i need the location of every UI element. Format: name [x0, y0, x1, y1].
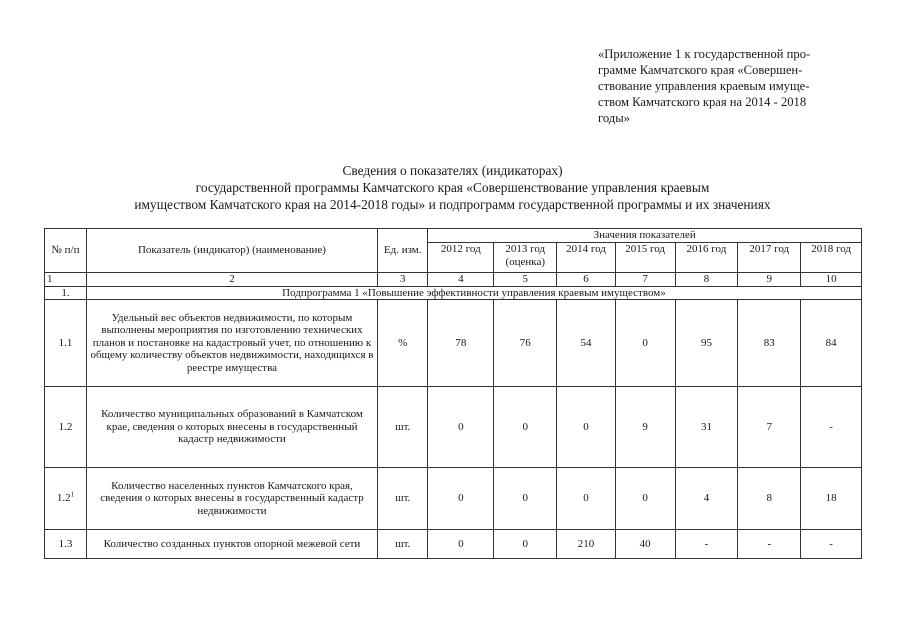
row-value: 0	[428, 530, 494, 559]
col-number: 10	[801, 273, 862, 287]
indicators-table	[44, 228, 862, 559]
row-unit: шт.	[378, 530, 428, 559]
header-year: 2012 год	[428, 243, 494, 273]
table-row	[45, 387, 862, 468]
section-label: Подпрограмма 1 «Повышение эффективности управления краевым имуществом»	[86, 286, 861, 300]
appendix-note: «Приложение 1 к государственной про- грамме Камчатского края «Совершен- ствование управления краевым имуще- ством Камчатского края на 2014 - 2018 годы»	[598, 47, 811, 125]
row-value: 0	[494, 387, 557, 468]
col-number: 2	[86, 273, 377, 287]
col-number: 1	[45, 273, 87, 287]
row-value: 0	[615, 300, 675, 387]
table-row	[45, 530, 862, 559]
header-year: 2014 год	[557, 243, 616, 273]
col-number: 9	[738, 273, 801, 287]
document-title	[40, 162, 865, 213]
row-unit: шт.	[378, 387, 428, 468]
header-values-group: Значения показателей	[428, 229, 862, 243]
row-indicator-name: Количество населенных пунктов Камчатского края, сведения о которых внесены в государственный кадастр недвижимости	[86, 468, 377, 530]
title-line-1: Сведения о показателях (индикаторах)	[342, 163, 563, 178]
row-value: 4	[675, 468, 738, 530]
row-indicator-name: Количество созданных пунктов опорной межевой сети	[86, 530, 377, 559]
row-value: -	[801, 387, 862, 468]
row-value: 78	[428, 300, 494, 387]
title-line-2: государственной программы Камчатского края «Совершенствование управления краевым	[195, 180, 710, 195]
row-value: 0	[428, 387, 494, 468]
row-indicator-name: Удельный вес объектов недвижимости, по которым выполнены мероприятия по изготовлению технических планов и постановке на кадастровый учет, по отношению к общему количеству объектов недвижимости, находящихся в реестре имущества	[86, 300, 377, 387]
row-num: 1.1	[45, 300, 87, 387]
row-unit: шт.	[378, 468, 428, 530]
row-value: 9	[615, 387, 675, 468]
row-value: -	[738, 530, 801, 559]
section-row	[45, 286, 862, 300]
row-value: 31	[675, 387, 738, 468]
header-num: № п/п	[45, 229, 87, 273]
header-indicator: Показатель (индикатор) (наименование)	[86, 229, 377, 273]
header-year: 2018 год	[801, 243, 862, 273]
section-num: 1.	[45, 286, 87, 300]
column-numbers-row	[45, 273, 862, 287]
col-number: 5	[494, 273, 557, 287]
row-value: -	[801, 530, 862, 559]
header-year: 2013 год (оценка)	[494, 243, 557, 273]
row-value: 40	[615, 530, 675, 559]
row-num-superscript: 1	[70, 490, 75, 499]
row-value: 0	[428, 468, 494, 530]
row-value: 8	[738, 468, 801, 530]
row-num	[45, 468, 87, 530]
row-value: -	[675, 530, 738, 559]
row-value: 0	[494, 468, 557, 530]
row-indicator-name: Количество муниципальных образований в Камчатском крае, сведения о которых внесены в государственный кадастр недвижимости	[86, 387, 377, 468]
row-value: 76	[494, 300, 557, 387]
col-number: 7	[615, 273, 675, 287]
row-value: 0	[557, 468, 616, 530]
row-value: 83	[738, 300, 801, 387]
col-number: 8	[675, 273, 738, 287]
header-row-1	[45, 229, 862, 243]
row-value: 84	[801, 300, 862, 387]
col-number: 6	[557, 273, 616, 287]
table-row	[45, 468, 862, 530]
row-value: 18	[801, 468, 862, 530]
header-year: 2016 год	[675, 243, 738, 273]
row-num: 1.2	[45, 387, 87, 468]
row-value: 54	[557, 300, 616, 387]
title-line-3: имуществом Камчатского края на 2014-2018 годы» и подпрограмм государственной программы и их значениях	[134, 197, 771, 212]
col-number: 3	[378, 273, 428, 287]
row-value: 210	[557, 530, 616, 559]
row-value: 0	[557, 387, 616, 468]
row-num: 1.3	[45, 530, 87, 559]
table-row	[45, 300, 862, 387]
col-number: 4	[428, 273, 494, 287]
header-year: 2015 год	[615, 243, 675, 273]
header-unit: Ед. изм.	[378, 229, 428, 273]
row-value: 7	[738, 387, 801, 468]
row-unit: %	[378, 300, 428, 387]
row-value: 0	[494, 530, 557, 559]
row-value: 95	[675, 300, 738, 387]
header-year: 2017 год	[738, 243, 801, 273]
row-num-text: 1.2	[56, 492, 71, 505]
row-value: 0	[615, 468, 675, 530]
